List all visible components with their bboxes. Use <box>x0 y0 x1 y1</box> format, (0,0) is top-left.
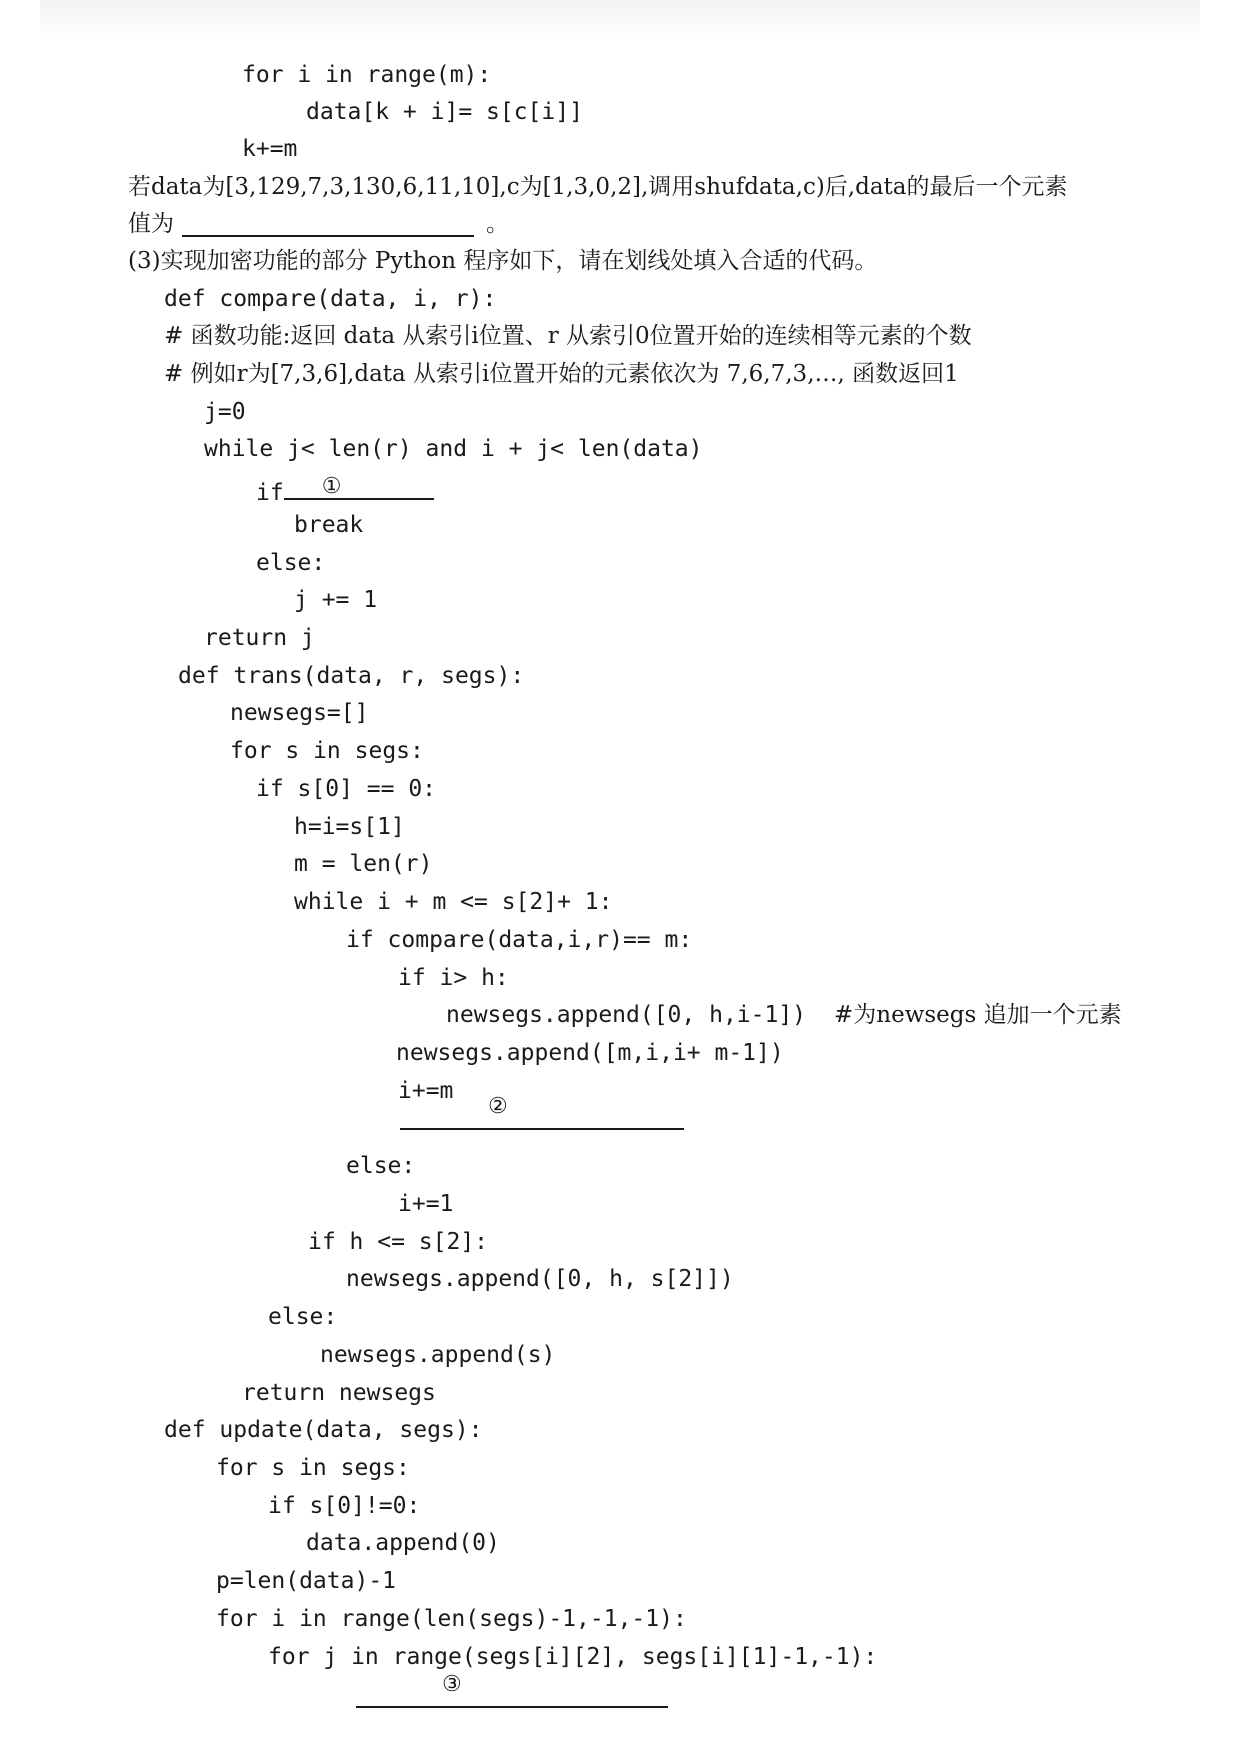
question-answer-line <box>128 209 509 239</box>
question-title: (3)实现加密功能的部分 Python 程序如下，请在划线处填入合适的代码。 <box>128 248 878 274</box>
code-line: if s[0] == 0: <box>256 776 437 802</box>
code-line: i+=m <box>398 1078 454 1104</box>
blank-number: ③ <box>442 1672 462 1697</box>
code-line: return j <box>204 625 315 651</box>
code-line: for j in range(segs[i][2], segs[i][1]-1,-1): <box>268 1644 878 1670</box>
code-line: newsegs.append([0, h,i-1]) <box>446 1002 807 1028</box>
period: 。 <box>486 211 509 237</box>
code-line: return newsegs <box>242 1380 436 1406</box>
code-line: if s[0]!=0: <box>268 1493 421 1519</box>
code-line: while i + m <= s[2]+ 1: <box>294 889 613 915</box>
code-line: newsegs.append([0, h, s[2]]) <box>346 1266 734 1292</box>
code-line: def compare(data, i, r): <box>164 286 497 312</box>
code-line: if compare(data,i,r)== m: <box>346 927 693 953</box>
code-line: m = len(r) <box>294 851 433 877</box>
question-text: 若data为[3,129,7,3,130,6,11,10],c为[1,3,0,2],调用shufdata,c)后,data的最后一个元素 <box>128 174 1068 200</box>
blank-number: ① <box>321 474 342 499</box>
code-line: data[k + i]= s[c[i]] <box>306 99 583 125</box>
code-line: h=i=s[1] <box>294 814 405 840</box>
code-line: newsegs=[] <box>230 700 369 726</box>
code-line: for s in segs: <box>216 1455 410 1481</box>
blank-2[interactable] <box>400 1094 684 1130</box>
code-line: data.append(0) <box>306 1530 500 1556</box>
code-line: break <box>294 512 364 538</box>
code-line: if h <= s[2]: <box>308 1229 489 1255</box>
code-line: for i in range(m): <box>242 62 492 88</box>
code-comment: #为newsegs 追加一个元素 <box>834 1002 1122 1028</box>
code-line: else: <box>268 1304 338 1330</box>
code-comment: # 例如r为[7,3,6],data 从索引i位置开始的元素依次为 7,6,7,3,…, 函数返回1 <box>164 361 959 387</box>
code-line: else: <box>346 1153 416 1179</box>
code-line: newsegs.append(s) <box>320 1342 556 1368</box>
code-line: if i> h: <box>398 965 509 991</box>
page-header-fade <box>40 0 1200 40</box>
question-text-cont: 值为 <box>128 211 174 237</box>
code-line: else: <box>256 550 326 576</box>
code-line: k+=m <box>242 136 298 162</box>
code-keyword: if <box>256 480 284 506</box>
code-line-blank-1 <box>256 472 434 508</box>
code-comment: # 函数功能:返回 data 从索引i位置、r 从索引0位置开始的连续相等元素的个数 <box>164 323 972 349</box>
code-line: while j< len(r) and i + j< len(data) <box>204 436 703 462</box>
blank-3[interactable] <box>356 1672 668 1708</box>
code-line: i+=1 <box>398 1191 454 1217</box>
code-line: for i in range(len(segs)-1,-1,-1): <box>216 1606 687 1632</box>
code-line: j += 1 <box>294 587 378 613</box>
code-line: for s in segs: <box>230 738 424 764</box>
code-line: def update(data, segs): <box>164 1417 483 1443</box>
code-line: newsegs.append([m,i,i+ m-1]) <box>396 1040 784 1066</box>
code-line: def trans(data, r, segs): <box>178 663 525 689</box>
code-line: p=len(data)-1 <box>216 1568 397 1594</box>
blank-number: ② <box>488 1094 508 1119</box>
code-line: j=0 <box>204 399 246 425</box>
answer-blank[interactable] <box>182 209 474 237</box>
blank-1[interactable] <box>284 472 434 500</box>
